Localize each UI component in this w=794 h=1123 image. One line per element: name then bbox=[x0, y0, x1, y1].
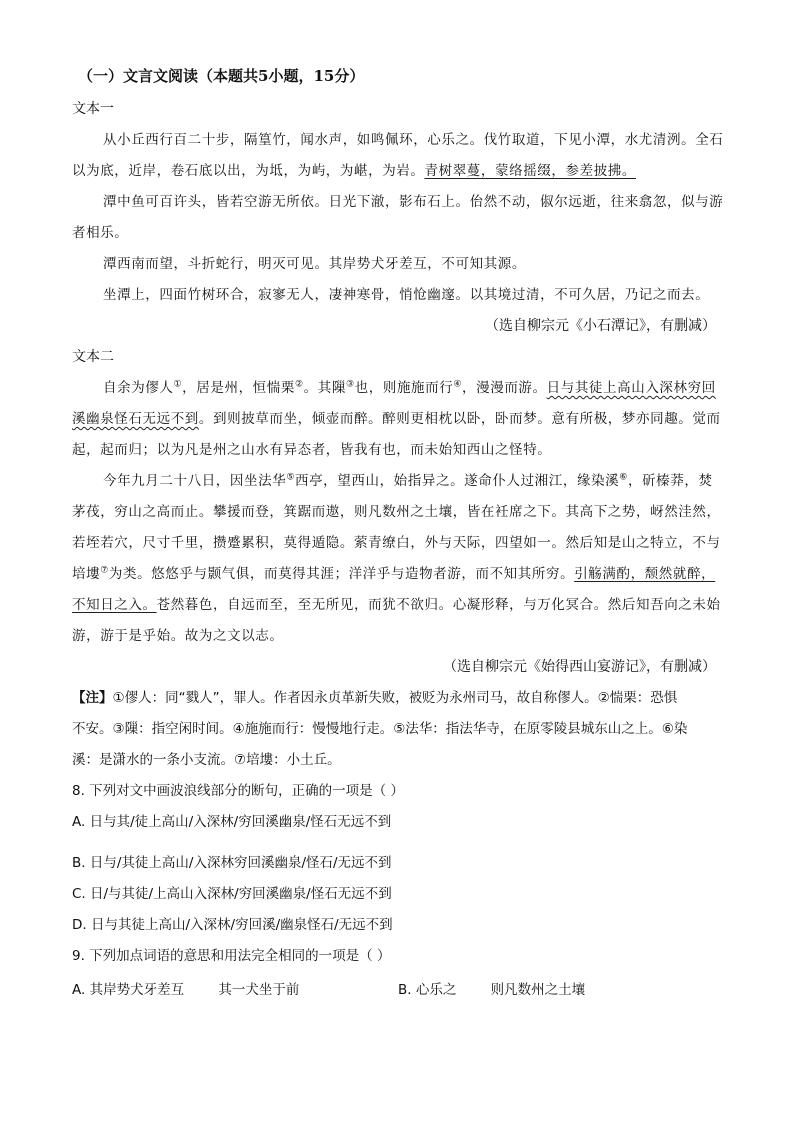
text1-paragraph2-line2: 者相乐。 bbox=[72, 225, 129, 241]
text2-paragraph2-line3: 若垤若穴，尺寸千里，攒蹙累积，莫得遁隐。萦青缭白，外与天际，四望如一。然后知是山之特立，不与 bbox=[72, 535, 721, 551]
footnote-marker-2: ② bbox=[294, 379, 304, 390]
text2-paragraph2-line6: 游，游于是乎始。故为之文以志。 bbox=[72, 628, 284, 644]
question-9-stem: 9. 下列加点词语的意思和用法完全相同的一项是（ ） bbox=[72, 948, 391, 964]
footnote-marker-5: ⑤ bbox=[286, 472, 295, 483]
text2-p2-seg: 培塿 bbox=[72, 566, 101, 582]
text2-paragraph1-line3: 起，起而归；以为凡是州之山水有异态者，皆我有也，而未始知西山之怪特。 bbox=[72, 442, 552, 458]
text2-paragraph2-line4 bbox=[72, 565, 715, 583]
text2-p2-seg: 西亭，望西山，始指异之。遂命仆人过湘江，缘染溪 bbox=[294, 473, 620, 489]
footnote-marker-1: ① bbox=[173, 379, 183, 390]
text2-paragraph1-line2 bbox=[72, 410, 721, 428]
footnote-marker-4: ④ bbox=[453, 379, 463, 390]
text1-p1-l2-plain: 以为底，近岸，卷石底以出，为坻，为屿，为嵁，为岩。 bbox=[72, 163, 425, 179]
note-text: ①僇人：同“戮人”，罪人。作者因永贞革新失败，被贬为永州司马，故自称僇人。②惴栗：恐惧 bbox=[112, 690, 678, 706]
text2-p2-seg: ，斫榛莽，焚 bbox=[627, 473, 713, 489]
text2-paragraph1-line1 bbox=[103, 379, 716, 397]
text2-p1-seg: 也，则施施而行 bbox=[354, 380, 454, 396]
wavy-underlined-sentence: 日与其徒上高山入深林穷回 bbox=[546, 380, 716, 396]
text2-p1-seg: ，漫漫而游。 bbox=[462, 380, 547, 396]
note-line3: 溪：是潇水的一条小支流。⑦培塿：小土丘。 bbox=[72, 752, 341, 768]
text1-paragraph1-line2 bbox=[72, 162, 636, 180]
text2-p2-seg: 苍然暮色，自远而至，至无所见，而犹不欲归。心凝形释，与万化冥合。然后知吾向之未始 bbox=[156, 597, 721, 613]
question-8-stem: 8. 下列对文中画波浪线部分的断句，正确的一项是（ ） bbox=[72, 783, 404, 799]
wavy-underlined-sentence: 溪幽泉怪石无远不到 bbox=[72, 411, 199, 427]
text2-paragraph2-line1 bbox=[103, 472, 713, 490]
footnote-marker-7: ⑦ bbox=[100, 565, 109, 576]
question-9-option-b: B. 心乐之 则凡数州之土壤 bbox=[398, 982, 586, 998]
footnote-marker-3: ③ bbox=[345, 379, 355, 390]
question-8-option-a: A. 日与其/徒上高山/入深林/穷回溪幽泉/怪石无远不到 bbox=[72, 814, 392, 830]
text1-heading: 文本一 bbox=[72, 101, 114, 117]
question-8-option-b: B. 日与/其徒上高山/入深林穷回溪幽泉/怪石/无远不到 bbox=[72, 855, 392, 871]
question-8-option-c: C. 日/与其徒/上高山入深林/穷回溪幽泉/怪石无远不到 bbox=[72, 886, 392, 902]
text2-p1-seg: 自余为僇人 bbox=[103, 380, 174, 396]
text2-paragraph2-line5 bbox=[72, 596, 721, 614]
section-title: （一）文言文阅读（本题共5小题，15分） bbox=[78, 67, 365, 85]
text2-p2-seg: 为类。悠悠乎与颢气俱，而莫得其涯；洋洋乎与造物者游，而不知其所穷。 bbox=[108, 566, 575, 582]
note-line2: 不安。③隟：指空闲时间。④施施而行：慢慢地行走。⑤法华：指法华寺，在原零陵县城东山之上。⑥染 bbox=[72, 721, 688, 737]
text1-paragraph3: 潭西南而望，斗折蛇行，明灭可见。其岸势犬牙差互，不可知其源。 bbox=[103, 256, 526, 272]
note-line1 bbox=[72, 689, 677, 707]
note-label: 【注】 bbox=[72, 690, 113, 706]
text1-paragraph1-line1: 从小丘西行百二十步，隔篁竹，闻水声，如鸣佩环，心乐之。伐竹取道，下见小潭，水尤清洌。全石 bbox=[103, 132, 724, 148]
text2-p1-seg: ，居是州，恒惴栗 bbox=[182, 380, 295, 396]
footnote-marker-6: ⑥ bbox=[619, 472, 628, 483]
question-9-option-a: A. 其岸势犬牙差互 其一犬坐于前 bbox=[72, 982, 300, 998]
text2-p1-seg: 。到则披草而坐，倾壶而醉。醉则更相枕以卧，卧而梦。意有所极，梦亦同趣。觉而 bbox=[198, 411, 721, 427]
text1-p1-underlined: 青树翠蔓，蒙络摇缀，参差披拂。 bbox=[424, 163, 636, 179]
text1-source: （选自柳宗元《小石潭记》，有删减） bbox=[485, 318, 716, 334]
text2-source: （选自柳宗元《始得西山宴游记》，有删减） bbox=[443, 659, 716, 675]
text2-paragraph2-line2: 茅茷，穷山之高而止。攀援而登，箕踞而遨，则凡数州之土壤，皆在衽席之下。其高下之势，岈然洼然， bbox=[72, 504, 721, 520]
text1-paragraph2-line1: 潭中鱼可百许头，皆若空游无所依。日光下澈，影布石上。佁然不动，俶尔远逝，往来翕忽，似与游 bbox=[103, 194, 724, 210]
text2-p2-seg: 今年九月二十八日，因坐法华 bbox=[103, 473, 287, 489]
question-8-option-d: D. 日与其徒上高山/入深林/穷回溪/幽泉怪石/无远不到 bbox=[72, 917, 393, 933]
text2-heading: 文本二 bbox=[72, 349, 114, 365]
text2-p1-seg: 。其隟 bbox=[303, 380, 346, 396]
underlined-sentence: 不知日之入。 bbox=[72, 597, 157, 613]
text1-paragraph4: 坐潭上，四面竹树环合，寂寥无人，凄神寒骨，悄怆幽邃。以其境过清，不可久居，乃记之而去。 bbox=[103, 287, 710, 303]
underlined-sentence: 引觞满酌，颓然就醉， bbox=[574, 566, 716, 582]
